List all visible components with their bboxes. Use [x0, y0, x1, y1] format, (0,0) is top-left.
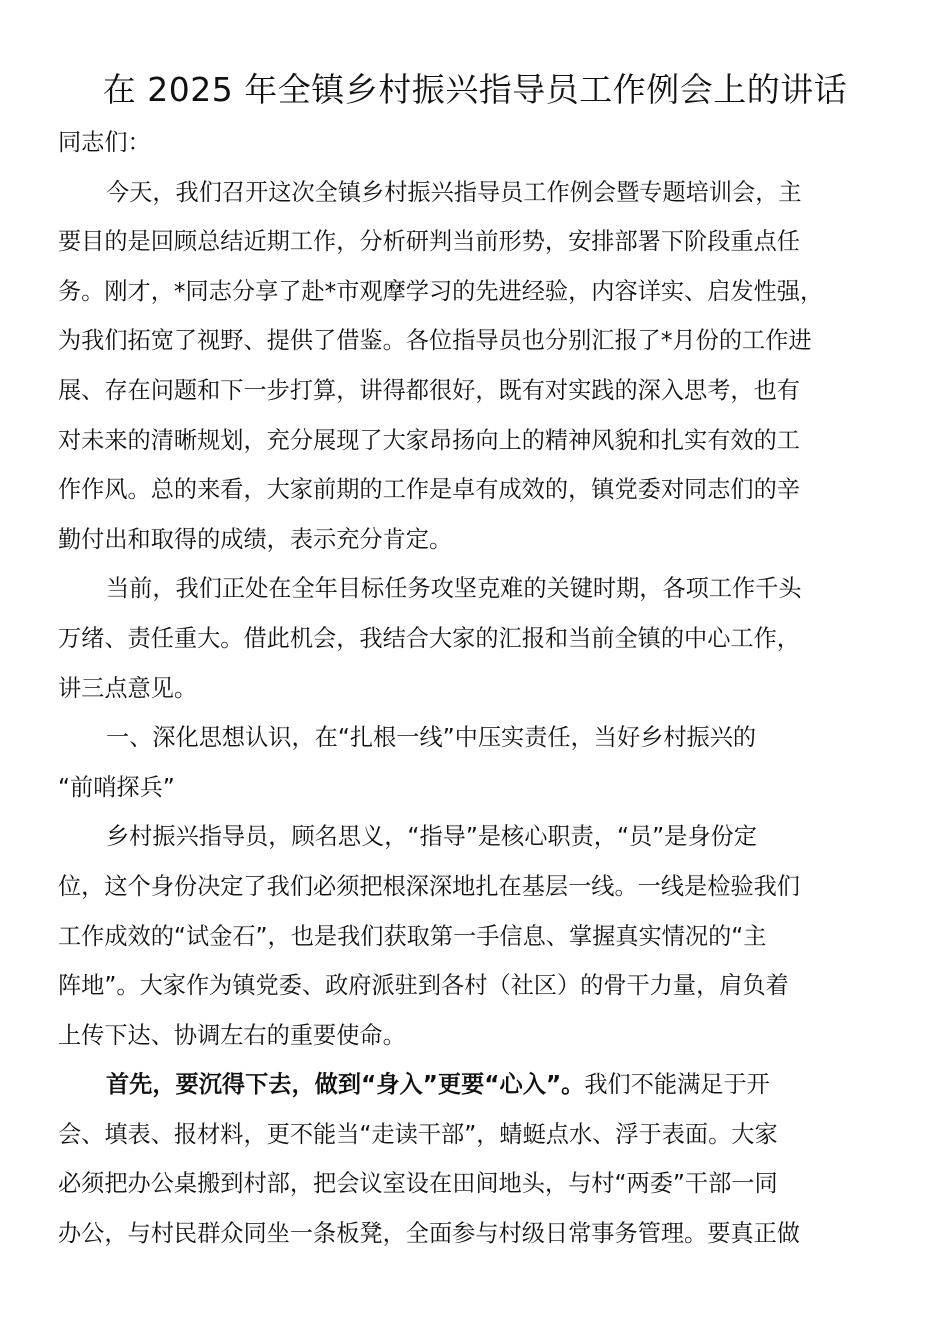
paragraph-line-with-bold-lead: [58, 1060, 898, 1110]
paragraph-line: 为我们拓宽了视野、提供了借鉴。各位指导员也分别汇报了*月份的工作进: [58, 327, 812, 355]
paragraph-line: 对未来的清晰规划，充分展现了大家昂扬向上的精神风貌和扎实有效的工: [58, 426, 800, 454]
paragraph-line: 当前，我们正处在全年目标任务攻坚克难的关键时期，各项工作千头: [106, 575, 802, 603]
bold-lead-sentence: 首先，要沉得下去，做到“身入”更要“心入”。: [106, 1071, 585, 1099]
paragraph-line: 会、填表、报材料，更不能当“走读干部”，蜻蜓点水、浮于表面。大家: [58, 1120, 778, 1148]
paragraph-line: 乡村振兴指导员，顾名思义，“指导”是核心职责，“员”是身份定: [106, 823, 757, 851]
paragraph-line: 必须把办公桌搬到村部，把会议室设在田间地头，与村“两委”干部一同: [58, 1170, 778, 1198]
paragraph-line: 讲三点意见。: [58, 674, 198, 702]
paragraph-line: 务。刚才，*同志分享了赴*市观摩学习的先进经验，内容详实、启发性强，: [58, 277, 824, 305]
paragraph-line: 位，这个身份决定了我们必须把根深深地扎在基层一线。一线是检验我们: [58, 872, 800, 900]
paragraph-line: 今天，我们召开这次全镇乡村振兴指导员工作例会暨专题培训会，主: [106, 178, 802, 206]
section-heading-line: 一、深化思想认识，在“扎根一线”中压实责任，当好乡村振兴的: [106, 724, 757, 752]
paragraph-line: 展、存在问题和下一步打算，讲得都很好，既有对实践的深入思考，也有: [58, 376, 800, 404]
page-title: 在 2025 年全镇乡村振兴指导员工作例会上的讲话: [102, 70, 848, 109]
paragraph-line: 办公，与村民群众同坐一条板凳，全面参与村级日常事务管理。要真正做: [58, 1220, 800, 1248]
salutation: 同志们：: [58, 129, 151, 156]
paragraph-line: 要目的是回顾总结近期工作，分析研判当前形势，安排部署下阶段重点任: [58, 228, 800, 256]
paragraph-line: 工作成效的“试金石”，也是我们获取第一手信息、掌握真实情况的“主: [58, 922, 767, 950]
paragraph-line: 万绪、责任重大。借此机会，我结合大家的汇报和当前全镇的中心工作，: [58, 624, 800, 652]
paragraph-line: 阵地”。大家作为镇党委、政府派驻到各村（社区）的骨干力量，肩负着: [58, 972, 789, 1000]
paragraph-line: 勤付出和取得的成绩，表示充分肯定。: [58, 525, 453, 553]
paragraph-line: 作作风。总的来看，大家前期的工作是卓有成效的，镇党委对同志们的辛: [58, 476, 800, 504]
document-body: [58, 118, 898, 1259]
paragraph-text: 我们不能满足于开: [584, 1071, 770, 1099]
section-heading-line: “前哨探兵”: [58, 773, 175, 801]
paragraph-line: 上传下达、协调左右的重要使命。: [58, 1021, 406, 1049]
